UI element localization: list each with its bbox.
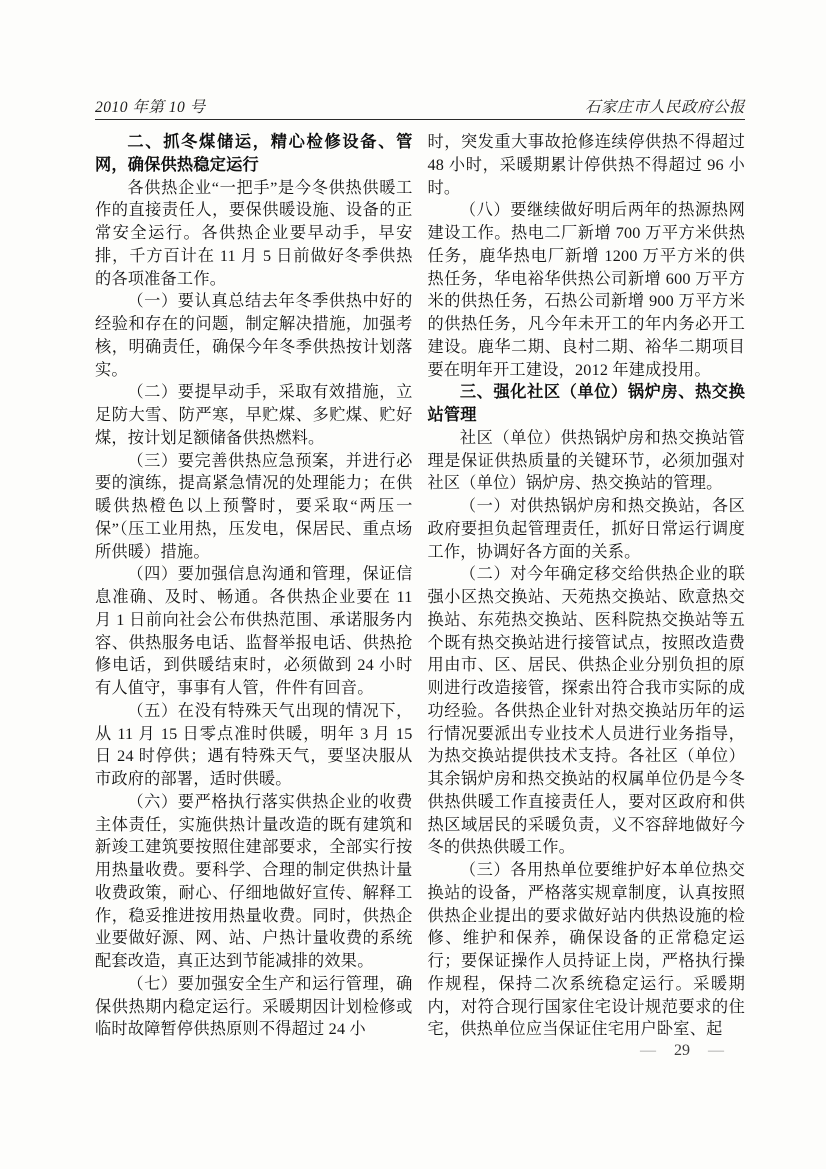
page-header (95, 95, 745, 117)
body-paragraph: 各供热企业“一把手”是今冬供热供暖工作的直接责任人，要保供暖设施、设备的正常安全运行。各供热企业要早动手，早安排，千方百计在 11 月 5 日前做好冬季供热的各项准备工作。 (95, 178, 413, 288)
column-right (428, 131, 746, 1041)
body-paragraph: 时，突发重大事故抢修连续停供热不得超过 48 小时，采暖期累计停供热不得超过 96 小时。 (427, 133, 745, 197)
section-heading: 三、强化社区（单位）锅炉房、热交换站管理 (427, 383, 745, 424)
body-paragraph: 社区（单位）供热锅炉房和热交换站管理是保证供热质量的关键环节，必须加强对社区（单位）锅炉房、热交换站的管理。 (427, 428, 745, 493)
body-paragraph: （三）要完善供热应急预案，并进行必要的演练，提高紧急情况的处理能力；在供暖供热橙色以上预警时，要采取“两压一保”（压工业用热，压发电，保居民、重点场所供暖）措施。 (95, 451, 413, 561)
body-paragraph: （一）要认真总结去年冬季供热中好的经验和存在的问题，制定解决措施，加强考核，明确责任，确保今年冬季供热按计划落实。 (95, 292, 413, 379)
header-issue-number: 2010 年第 10 号 (95, 99, 206, 116)
document-body (95, 131, 745, 1041)
body-paragraph: （八）要继续做好明后两年的热源热网建设工作。热电二厂新增 700 万平方米供热任务，鹿华热电厂新增 1200 万平方米的供热任务，华电裕华供热公司新增 600 万平方米的供热任务，石热公司新增 900 万平方米的供热任务，凡今年未开工的年内务必开工建设。鹿华二期、良村二期、裕华二期项目要在明年开工建设，2012 年建成投用。 (427, 201, 745, 379)
body-paragraph: （六）要严格执行落实供热企业的收费主体责任，实施供热计量改造的既有建筑和新竣工建筑要按照住建部要求，全部实行按用热量收费。要科学、合理的制定供热计量收费政策，耐心、仔细地做好宣传、解释工作，稳妥推进按用热量收费。同时，供热企业要做好源、网、站、户热计量收费的系统配套改造，真正达到节能减排的效果。 (95, 792, 413, 970)
page-footer (640, 1040, 724, 1062)
body-paragraph: （七）要加强安全生产和运行管理，确保供热期内稳定运行。采暖期因计划检修或临时故障暂停供热原则不得超过 24 小 (95, 974, 413, 1039)
column-left (95, 131, 413, 1041)
header-publication-title: 石家庄市人民政府公报 (584, 99, 745, 116)
body-paragraph: （五）在没有特殊天气出现的情况下，从 11 月 15 日零点准时供暖，明年 3 月 15 日 24 时停供；遇有特殊天气，要坚决服从市政府的部署，适时供暖。 (95, 701, 413, 788)
body-paragraph: （一）对供热锅炉房和热交换站，各区政府要担负起管理责任，抓好日常运行调度工作，协调好各方面的关系。 (427, 497, 745, 561)
footer-right-dash: — (708, 1042, 724, 1059)
body-paragraph: （四）要加强信息沟通和管理，保证信息准确、及时、畅通。各供热企业要在 11 月 1 日前向社会公布供热范围、承诺服务内容、供热服务电话、监督举报电话、供热抢修电话，到供暖结束时，必须做到 24 小时有人值守，事事有人管，件件有回音。 (95, 565, 413, 697)
page-number: 29 (674, 1042, 690, 1059)
body-paragraph: （三）各用热单位要维护好本单位热交换站的设备，严格落实规章制度，认真按照供热企业提出的要求做好站内供热设施的检修、维护和保养，确保设备的正常稳定运行；要保证操作人员持证上岗，严格执行操作规程，保持二次系统稳定运行。采暖期内，对符合现行国家住宅设计规范要求的住宅，供热单位应当保证住宅用户卧室、起 (427, 861, 745, 1039)
footer-left-dash: — (640, 1042, 656, 1059)
body-paragraph: （二）要提早动手，采取有效措施，立足防大雪、防严寒，早贮煤、多贮煤、贮好煤，按计划足额储备供热燃料。 (95, 383, 413, 447)
body-paragraph: （二）对今年确定移交给供热企业的联强小区热交换站、天苑热交换站、欧意热交换站、东苑热交换站、医科院热交换站等五个既有热交换站进行接管试点，按照改造费用由市、区、居民、供热企业分别负担的原则进行改造接管，探索出符合我市实际的成功经验。各供热企业针对热交换站历年的运行情况要派出专业技术人员进行业务指导，为热交换站提供技术支持。各社区（单位）其余锅炉房和热交换站的权属单位仍是今冬供热供暖工作直接责任人，要对区政府和供热区域居民的采暖负责，义不容辞地做好今冬的供热供暖工作。 (427, 565, 745, 857)
section-heading: 二、抓冬煤储运，精心检修设备、管网，确保供热稳定运行 (95, 133, 413, 174)
header-rule (95, 119, 745, 120)
